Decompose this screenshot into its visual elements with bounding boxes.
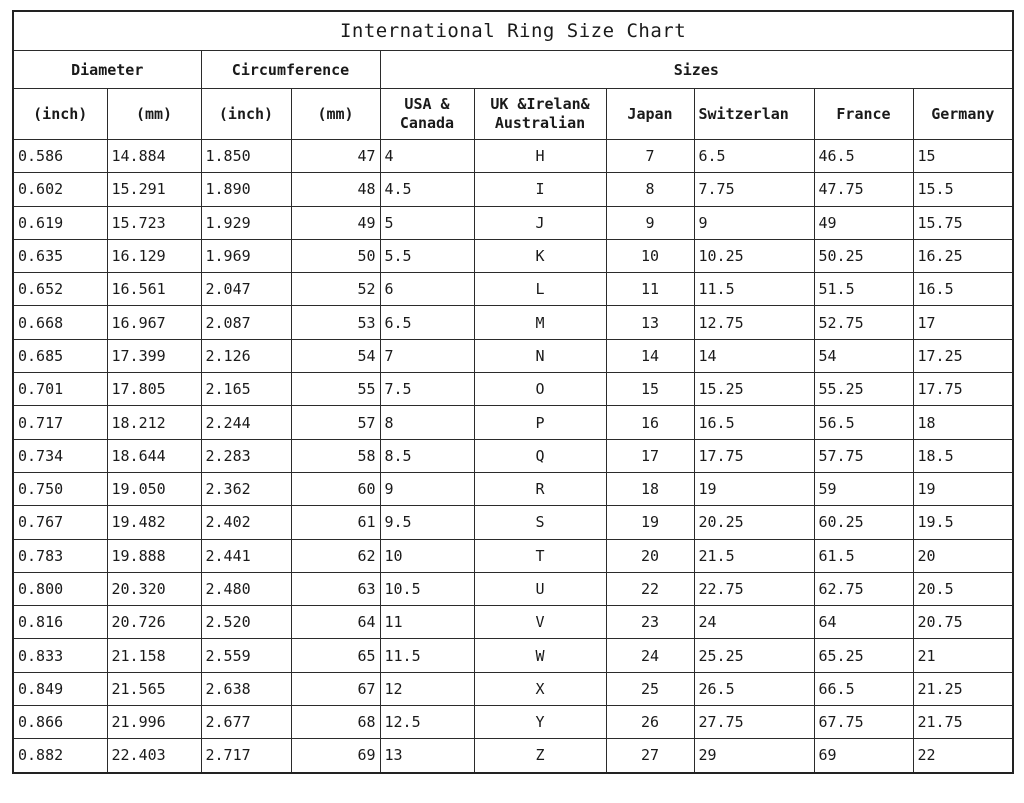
germany-size-cell: 16.25	[913, 239, 1013, 272]
circumference-inch-cell: 2.047	[201, 273, 291, 306]
diameter-mm-cell: 16.561	[107, 273, 201, 306]
diameter-mm-cell: 16.129	[107, 239, 201, 272]
title-row	[13, 11, 1013, 51]
japan-size-cell: 8	[606, 173, 694, 206]
circumference-mm-cell: 67	[291, 672, 380, 705]
switzerland-size-cell: 15.25	[694, 373, 814, 406]
france-size-cell: 55.25	[814, 373, 913, 406]
japan-size-cell: 19	[606, 506, 694, 539]
diameter-inch-cell: 0.685	[13, 339, 107, 372]
france-header: France	[814, 89, 913, 140]
usa-size-cell: 10.5	[380, 572, 474, 605]
circumference-mm-cell: 60	[291, 472, 380, 505]
circumference-mm-cell: 49	[291, 206, 380, 239]
uk-header-line1: UK &Irelan&	[490, 95, 590, 113]
usa-size-cell: 7.5	[380, 373, 474, 406]
usa-size-cell: 6	[380, 273, 474, 306]
japan-size-cell: 23	[606, 606, 694, 639]
diameter-mm-cell: 22.403	[107, 739, 201, 773]
diameter-mm-cell: 16.967	[107, 306, 201, 339]
usa-size-cell: 10	[380, 539, 474, 572]
diameter-inch-cell: 0.816	[13, 606, 107, 639]
germany-size-cell: 17.25	[913, 339, 1013, 372]
switzerland-size-cell: 11.5	[694, 273, 814, 306]
usa-canada-header	[380, 89, 474, 140]
switzerland-size-cell: 9	[694, 206, 814, 239]
diameter-inch-cell: 0.652	[13, 273, 107, 306]
circumference-mm-cell: 62	[291, 539, 380, 572]
group-header-row	[13, 51, 1013, 89]
circumference-inch-cell: 2.402	[201, 506, 291, 539]
germany-size-cell: 15.75	[913, 206, 1013, 239]
table-row	[13, 239, 1013, 272]
france-size-cell: 50.25	[814, 239, 913, 272]
france-size-cell: 62.75	[814, 572, 913, 605]
circumference-inch-cell: 2.165	[201, 373, 291, 406]
diameter-inch-cell: 0.586	[13, 140, 107, 173]
uk-size-cell: M	[474, 306, 606, 339]
uk-size-cell: I	[474, 173, 606, 206]
germany-size-cell: 18.5	[913, 439, 1013, 472]
circumference-mm-header: (mm)	[291, 89, 380, 140]
switzerland-size-cell: 20.25	[694, 506, 814, 539]
japan-size-cell: 25	[606, 672, 694, 705]
diameter-inch-header: (inch)	[13, 89, 107, 140]
usa-size-cell: 9	[380, 472, 474, 505]
circumference-inch-cell: 2.441	[201, 539, 291, 572]
diameter-mm-cell: 19.888	[107, 539, 201, 572]
uk-size-cell: O	[474, 373, 606, 406]
germany-size-cell: 17	[913, 306, 1013, 339]
table-row	[13, 539, 1013, 572]
france-size-cell: 64	[814, 606, 913, 639]
diameter-inch-cell: 0.750	[13, 472, 107, 505]
chart-title: International Ring Size Chart	[13, 11, 1013, 51]
usa-header-line1: USA &	[404, 95, 450, 113]
diameter-mm-cell: 21.158	[107, 639, 201, 672]
circumference-mm-cell: 50	[291, 239, 380, 272]
germany-header: Germany	[913, 89, 1013, 140]
switzerland-size-cell: 19	[694, 472, 814, 505]
usa-size-cell: 7	[380, 339, 474, 372]
usa-size-cell: 11	[380, 606, 474, 639]
japan-size-cell: 11	[606, 273, 694, 306]
circumference-inch-cell: 2.677	[201, 706, 291, 739]
japan-size-cell: 16	[606, 406, 694, 439]
table-row	[13, 140, 1013, 173]
germany-size-cell: 15.5	[913, 173, 1013, 206]
table-row	[13, 406, 1013, 439]
circumference-mm-cell: 64	[291, 606, 380, 639]
usa-size-cell: 12.5	[380, 706, 474, 739]
switzerland-size-cell: 10.25	[694, 239, 814, 272]
diameter-inch-cell: 0.866	[13, 706, 107, 739]
france-size-cell: 65.25	[814, 639, 913, 672]
germany-size-cell: 20.5	[913, 572, 1013, 605]
france-size-cell: 49	[814, 206, 913, 239]
usa-size-cell: 9.5	[380, 506, 474, 539]
table-row	[13, 706, 1013, 739]
japan-header: Japan	[606, 89, 694, 140]
circumference-inch-cell: 2.559	[201, 639, 291, 672]
switzerland-size-cell: 24	[694, 606, 814, 639]
diameter-inch-cell: 0.619	[13, 206, 107, 239]
uk-size-cell: H	[474, 140, 606, 173]
switzerland-size-cell: 27.75	[694, 706, 814, 739]
japan-size-cell: 20	[606, 539, 694, 572]
switzerland-size-cell: 25.25	[694, 639, 814, 672]
circumference-inch-header: (inch)	[201, 89, 291, 140]
circumference-inch-cell: 1.929	[201, 206, 291, 239]
uk-size-cell: J	[474, 206, 606, 239]
diameter-inch-cell: 0.602	[13, 173, 107, 206]
germany-size-cell: 20	[913, 539, 1013, 572]
switzerland-size-cell: 6.5	[694, 140, 814, 173]
uk-header-line2: Australian	[494, 114, 586, 132]
germany-size-cell: 16.5	[913, 273, 1013, 306]
diameter-inch-cell: 0.734	[13, 439, 107, 472]
diameter-inch-cell: 0.767	[13, 506, 107, 539]
japan-size-cell: 9	[606, 206, 694, 239]
switzerland-size-cell: 12.75	[694, 306, 814, 339]
table-row	[13, 672, 1013, 705]
circumference-mm-cell: 53	[291, 306, 380, 339]
circumference-inch-cell: 1.890	[201, 173, 291, 206]
switzerland-size-cell: 16.5	[694, 406, 814, 439]
france-size-cell: 67.75	[814, 706, 913, 739]
uk-size-cell: L	[474, 273, 606, 306]
germany-size-cell: 21.25	[913, 672, 1013, 705]
switzerland-size-cell: 22.75	[694, 572, 814, 605]
diameter-inch-cell: 0.635	[13, 239, 107, 272]
japan-size-cell: 22	[606, 572, 694, 605]
uk-size-cell: N	[474, 339, 606, 372]
uk-size-cell: K	[474, 239, 606, 272]
circumference-inch-cell: 2.126	[201, 339, 291, 372]
france-size-cell: 46.5	[814, 140, 913, 173]
sizes-header: Sizes	[380, 51, 1013, 89]
uk-size-cell: R	[474, 472, 606, 505]
switzerland-header: Switzerlan	[694, 89, 814, 140]
diameter-inch-cell: 0.668	[13, 306, 107, 339]
france-size-cell: 59	[814, 472, 913, 505]
circumference-inch-cell: 1.850	[201, 140, 291, 173]
japan-size-cell: 18	[606, 472, 694, 505]
uk-australia-header	[474, 89, 606, 140]
table-row	[13, 439, 1013, 472]
circumference-mm-cell: 57	[291, 406, 380, 439]
japan-size-cell: 13	[606, 306, 694, 339]
diameter-mm-cell: 15.723	[107, 206, 201, 239]
table-row	[13, 506, 1013, 539]
germany-size-cell: 21	[913, 639, 1013, 672]
circumference-inch-cell: 2.520	[201, 606, 291, 639]
circumference-inch-cell: 2.362	[201, 472, 291, 505]
germany-size-cell: 21.75	[913, 706, 1013, 739]
uk-size-cell: V	[474, 606, 606, 639]
diameter-mm-cell: 19.482	[107, 506, 201, 539]
circumference-mm-cell: 69	[291, 739, 380, 773]
circumference-inch-cell: 1.969	[201, 239, 291, 272]
circumference-mm-cell: 63	[291, 572, 380, 605]
france-size-cell: 47.75	[814, 173, 913, 206]
usa-size-cell: 8	[380, 406, 474, 439]
diameter-mm-cell: 15.291	[107, 173, 201, 206]
japan-size-cell: 27	[606, 739, 694, 773]
japan-size-cell: 24	[606, 639, 694, 672]
uk-size-cell: P	[474, 406, 606, 439]
diameter-inch-cell: 0.701	[13, 373, 107, 406]
usa-size-cell: 4.5	[380, 173, 474, 206]
diameter-mm-cell: 18.212	[107, 406, 201, 439]
diameter-header: Diameter	[13, 51, 201, 89]
diameter-mm-cell: 17.399	[107, 339, 201, 372]
japan-size-cell: 26	[606, 706, 694, 739]
diameter-mm-cell: 19.050	[107, 472, 201, 505]
japan-size-cell: 14	[606, 339, 694, 372]
diameter-inch-cell: 0.800	[13, 572, 107, 605]
circumference-inch-cell: 2.244	[201, 406, 291, 439]
circumference-inch-cell: 2.638	[201, 672, 291, 705]
diameter-mm-cell: 20.320	[107, 572, 201, 605]
france-size-cell: 56.5	[814, 406, 913, 439]
switzerland-size-cell: 7.75	[694, 173, 814, 206]
germany-size-cell: 19.5	[913, 506, 1013, 539]
france-size-cell: 66.5	[814, 672, 913, 705]
circumference-mm-cell: 58	[291, 439, 380, 472]
diameter-mm-cell: 21.565	[107, 672, 201, 705]
diameter-inch-cell: 0.882	[13, 739, 107, 773]
circumference-inch-cell: 2.283	[201, 439, 291, 472]
circumference-inch-cell: 2.717	[201, 739, 291, 773]
diameter-mm-cell: 14.884	[107, 140, 201, 173]
table-row	[13, 206, 1013, 239]
germany-size-cell: 19	[913, 472, 1013, 505]
uk-size-cell: Z	[474, 739, 606, 773]
diameter-mm-cell: 21.996	[107, 706, 201, 739]
france-size-cell: 60.25	[814, 506, 913, 539]
diameter-mm-header: (mm)	[107, 89, 201, 140]
france-size-cell: 51.5	[814, 273, 913, 306]
circumference-mm-cell: 61	[291, 506, 380, 539]
germany-size-cell: 15	[913, 140, 1013, 173]
germany-size-cell: 18	[913, 406, 1013, 439]
france-size-cell: 57.75	[814, 439, 913, 472]
circumference-mm-cell: 47	[291, 140, 380, 173]
size-rows	[13, 140, 1013, 773]
unit-header-row	[13, 89, 1013, 140]
japan-size-cell: 7	[606, 140, 694, 173]
usa-size-cell: 13	[380, 739, 474, 773]
france-size-cell: 52.75	[814, 306, 913, 339]
diameter-inch-cell: 0.849	[13, 672, 107, 705]
circumference-mm-cell: 52	[291, 273, 380, 306]
usa-size-cell: 5	[380, 206, 474, 239]
diameter-mm-cell: 20.726	[107, 606, 201, 639]
circumference-mm-cell: 55	[291, 373, 380, 406]
circumference-inch-cell: 2.480	[201, 572, 291, 605]
uk-size-cell: X	[474, 672, 606, 705]
circumference-mm-cell: 54	[291, 339, 380, 372]
table-row	[13, 273, 1013, 306]
circumference-mm-cell: 68	[291, 706, 380, 739]
usa-size-cell: 11.5	[380, 639, 474, 672]
table-row	[13, 639, 1013, 672]
usa-size-cell: 4	[380, 140, 474, 173]
circumference-mm-cell: 48	[291, 173, 380, 206]
diameter-inch-cell: 0.717	[13, 406, 107, 439]
circumference-inch-cell: 2.087	[201, 306, 291, 339]
table-row	[13, 739, 1013, 773]
table-row	[13, 606, 1013, 639]
diameter-inch-cell: 0.833	[13, 639, 107, 672]
table-row	[13, 306, 1013, 339]
uk-size-cell: Q	[474, 439, 606, 472]
france-size-cell: 54	[814, 339, 913, 372]
ring-size-chart-table	[12, 10, 1014, 774]
diameter-mm-cell: 17.805	[107, 373, 201, 406]
switzerland-size-cell: 14	[694, 339, 814, 372]
switzerland-size-cell: 26.5	[694, 672, 814, 705]
germany-size-cell: 17.75	[913, 373, 1013, 406]
france-size-cell: 69	[814, 739, 913, 773]
switzerland-size-cell: 17.75	[694, 439, 814, 472]
usa-size-cell: 8.5	[380, 439, 474, 472]
usa-header-line2: Canada	[399, 114, 455, 132]
usa-size-cell: 5.5	[380, 239, 474, 272]
table-row	[13, 472, 1013, 505]
diameter-inch-cell: 0.783	[13, 539, 107, 572]
table-row	[13, 572, 1013, 605]
circumference-header: Circumference	[201, 51, 380, 89]
diameter-mm-cell: 18.644	[107, 439, 201, 472]
france-size-cell: 61.5	[814, 539, 913, 572]
uk-size-cell: W	[474, 639, 606, 672]
uk-size-cell: U	[474, 572, 606, 605]
japan-size-cell: 17	[606, 439, 694, 472]
table-row	[13, 173, 1013, 206]
germany-size-cell: 20.75	[913, 606, 1013, 639]
circumference-mm-cell: 65	[291, 639, 380, 672]
uk-size-cell: S	[474, 506, 606, 539]
switzerland-size-cell: 21.5	[694, 539, 814, 572]
japan-size-cell: 10	[606, 239, 694, 272]
table-row	[13, 373, 1013, 406]
uk-size-cell: T	[474, 539, 606, 572]
japan-size-cell: 15	[606, 373, 694, 406]
usa-size-cell: 6.5	[380, 306, 474, 339]
uk-size-cell: Y	[474, 706, 606, 739]
germany-size-cell: 22	[913, 739, 1013, 773]
usa-size-cell: 12	[380, 672, 474, 705]
switzerland-size-cell: 29	[694, 739, 814, 773]
table-row	[13, 339, 1013, 372]
